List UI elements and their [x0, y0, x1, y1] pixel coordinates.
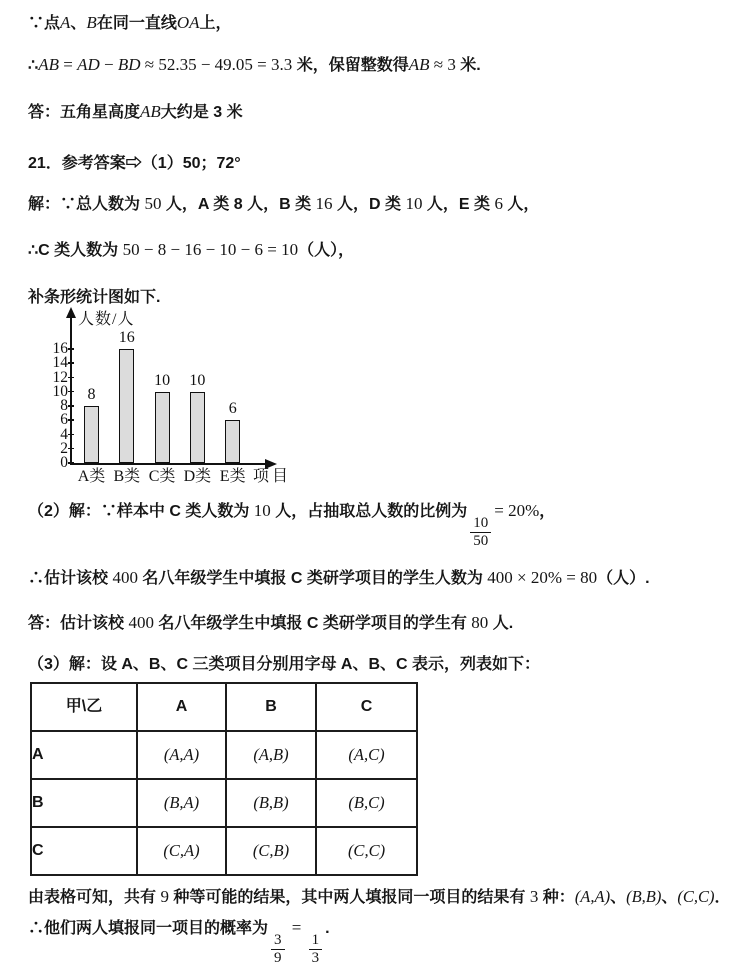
x-category-label: D类	[183, 468, 212, 485]
bar-value-label: 8	[87, 386, 96, 403]
q21-part2-estimate-line	[28, 567, 739, 590]
y-tick-mark	[68, 448, 74, 450]
math-variable: B	[86, 13, 97, 32]
fraction-denominator: 3	[309, 949, 323, 967]
outcome-pair: (B,B)	[626, 887, 662, 906]
text-segment: 名八年级学生中填报 C 类研学项目的学生有	[153, 615, 472, 632]
math-expression: 16	[315, 194, 333, 213]
q21-given-line	[28, 193, 739, 216]
text-segment: 米，保留整数得	[292, 57, 409, 74]
x-category-label: A类	[77, 468, 106, 485]
y-tick-label: 8	[60, 397, 68, 414]
y-tick-label: 16	[52, 340, 68, 357]
chart-y-axis-label: 人数/人	[78, 311, 135, 328]
math-expression: ≈ 52.35 − 49.05 = 3.3	[140, 55, 293, 74]
text-segment: 名八年级学生中填报 C 类研学项目的学生人数为	[137, 570, 488, 587]
table-row-label: C	[31, 827, 137, 875]
y-tick-label: 12	[52, 368, 68, 386]
text-segment: 上，	[199, 15, 232, 32]
math-expression: 10	[253, 501, 271, 520]
outcome-cell: (C,B)	[226, 827, 316, 875]
bar	[190, 392, 205, 463]
table-row	[31, 779, 417, 827]
text-segment: ∵点	[28, 15, 61, 32]
q20-reason-line	[28, 12, 739, 35]
fraction-numerator: 1	[311, 932, 320, 948]
text-segment: 由表格可知，共有	[28, 889, 161, 906]
bar-value-label: 6	[228, 400, 237, 418]
q21-header-line	[28, 153, 739, 175]
text-segment: 人，E 类	[422, 196, 495, 213]
text-segment: 人，	[502, 196, 540, 213]
fraction	[309, 932, 323, 967]
q21-part3-summary-line	[28, 886, 739, 909]
outcome-cell: (C,C)	[316, 827, 417, 875]
text-segment: 人，占抽取总人数的比例为	[270, 503, 468, 520]
text-segment: 、	[610, 889, 627, 906]
text-segment: （人）.	[597, 570, 650, 587]
bar	[155, 392, 170, 463]
math-expression: =	[58, 55, 78, 74]
math-variable: AB	[38, 55, 59, 74]
text-segment: 人，A 类 8 人，B 类	[161, 196, 316, 213]
text-segment: （人），	[298, 242, 355, 259]
q20-answer-line	[28, 101, 739, 124]
outcome-cell: (B,C)	[316, 779, 417, 827]
x-category-label: C类	[148, 468, 176, 485]
text-segment: 种等可能的结果，其中两人填报同一项目的结果有	[168, 889, 530, 906]
outcome-pair: (C,C)	[677, 887, 715, 906]
table-col-header: B	[226, 683, 316, 731]
y-tick-label: 2	[60, 439, 68, 457]
outcome-cell: (A,A)	[137, 731, 226, 779]
table-corner-cell: 甲\乙	[31, 683, 137, 731]
y-tick-label: 10	[52, 382, 68, 400]
math-expression: 10	[405, 194, 423, 213]
fraction-denominator: 50	[470, 532, 491, 550]
outcome-cell: (B,A)	[137, 779, 226, 827]
table-row-label: B	[31, 779, 137, 827]
bar-value-label: 10	[154, 371, 171, 389]
bar	[84, 406, 99, 463]
math-variable: AD	[77, 55, 100, 74]
y-tick-mark	[68, 362, 74, 364]
math-expression: 400	[128, 613, 154, 632]
fraction	[271, 932, 285, 967]
math-expression: 80	[471, 613, 489, 632]
q20-conclusion-line	[28, 54, 739, 77]
math-expression: ≈ 3	[429, 55, 456, 74]
y-tick-label: 4	[60, 425, 68, 443]
table-row-label: A	[31, 731, 137, 779]
text-segment: （3）解：设 A、B、C 三类项目分别用字母 A、B、C 表示，列表如下：	[28, 656, 541, 673]
text-segment: .	[325, 920, 330, 937]
text-segment: 答：估计该校	[28, 615, 129, 632]
math-expression: 50	[144, 194, 162, 213]
text-segment: 种：	[538, 889, 575, 906]
chart-x-axis-label: 项目	[253, 468, 292, 485]
fraction-denominator: 9	[271, 949, 285, 967]
q21-probability-line	[28, 917, 739, 967]
y-tick-mark	[68, 405, 74, 407]
fraction	[470, 515, 491, 550]
text-segment: 大约是 3 米	[160, 104, 243, 121]
math-expression: 3	[529, 887, 539, 906]
y-tick-label: 14	[52, 354, 68, 372]
y-tick-mark	[68, 434, 74, 436]
chart-note-line	[28, 287, 739, 309]
math-expression: −	[99, 55, 118, 74]
bar	[225, 420, 240, 463]
text-segment: ∴C 类人数为	[28, 242, 123, 259]
math-expression: 400 × 20% = 80	[487, 568, 598, 587]
text-segment: 米.	[455, 57, 481, 74]
math-variable: A	[60, 13, 71, 32]
math-variable: AB	[408, 55, 430, 74]
table-col-header: A	[137, 683, 226, 731]
text-segment: 、	[661, 889, 678, 906]
bar-chart	[51, 310, 331, 488]
math-expression: =	[287, 918, 306, 937]
text-segment: ，	[539, 503, 556, 520]
math-expression: 9	[160, 887, 169, 906]
fraction-numerator: 3	[274, 932, 282, 948]
q21-part2-answer-line	[28, 612, 739, 635]
x-category-label: B类	[113, 468, 141, 485]
text-segment: 在同一直线	[96, 15, 177, 32]
bar	[119, 349, 134, 463]
outcome-cell: (B,B)	[226, 779, 316, 827]
table-col-header: C	[316, 683, 417, 731]
text-segment: ∴他们两人填报同一项目的概率为	[28, 920, 269, 937]
math-variable: AB	[140, 102, 161, 121]
y-tick-label: 0	[60, 454, 68, 471]
fraction-numerator: 10	[473, 515, 489, 531]
y-tick-mark	[68, 419, 74, 421]
table-row	[31, 731, 417, 779]
y-tick-mark	[68, 377, 74, 379]
text-segment: 人.	[488, 615, 514, 632]
math-expression: 50 − 8 − 16 − 10 − 6 = 10	[122, 240, 299, 259]
y-tick-mark	[68, 462, 74, 464]
text-segment: ∴估计该校	[28, 570, 113, 587]
y-tick-mark	[68, 348, 74, 350]
math-expression: 400	[112, 568, 138, 587]
math-variable: OA	[176, 13, 200, 32]
q21-part2-solve-line	[28, 500, 739, 550]
bar-value-label: 16	[118, 329, 135, 346]
chart-plot-area	[51, 310, 331, 488]
text-segment: 人，D 类	[332, 196, 406, 213]
text-segment: 答：五角星高度	[28, 104, 141, 121]
y-tick-label: 6	[60, 411, 68, 429]
x-category-label: E类	[219, 468, 246, 485]
table-row	[31, 827, 417, 875]
outcome-table	[30, 682, 418, 876]
bar-value-label: 10	[189, 371, 206, 389]
q21-part3-intro-line	[28, 654, 739, 676]
text-segment: 补条形统计图如下.	[28, 289, 161, 306]
outcome-cell: (C,A)	[137, 827, 226, 875]
question-number-and-answers: 21．参考答案⇨（1）50；72°	[28, 155, 241, 172]
text-segment: 解：∵总人数为	[28, 196, 145, 213]
q21-deduce-line	[28, 239, 739, 262]
math-expression: = 20%	[494, 501, 540, 520]
table-header-row	[31, 683, 417, 731]
text-segment: ∴	[28, 57, 39, 74]
outcome-cell: (A,B)	[226, 731, 316, 779]
text-segment: （2）解：∵样本中 C 类人数为	[28, 503, 254, 520]
outcome-pair: (A,A)	[574, 887, 611, 906]
text-segment: 、	[70, 15, 87, 32]
math-variable: BD	[117, 55, 141, 74]
text-segment: ．	[714, 889, 731, 906]
outcome-cell: (A,C)	[316, 731, 417, 779]
math-expression: 6	[494, 194, 503, 213]
